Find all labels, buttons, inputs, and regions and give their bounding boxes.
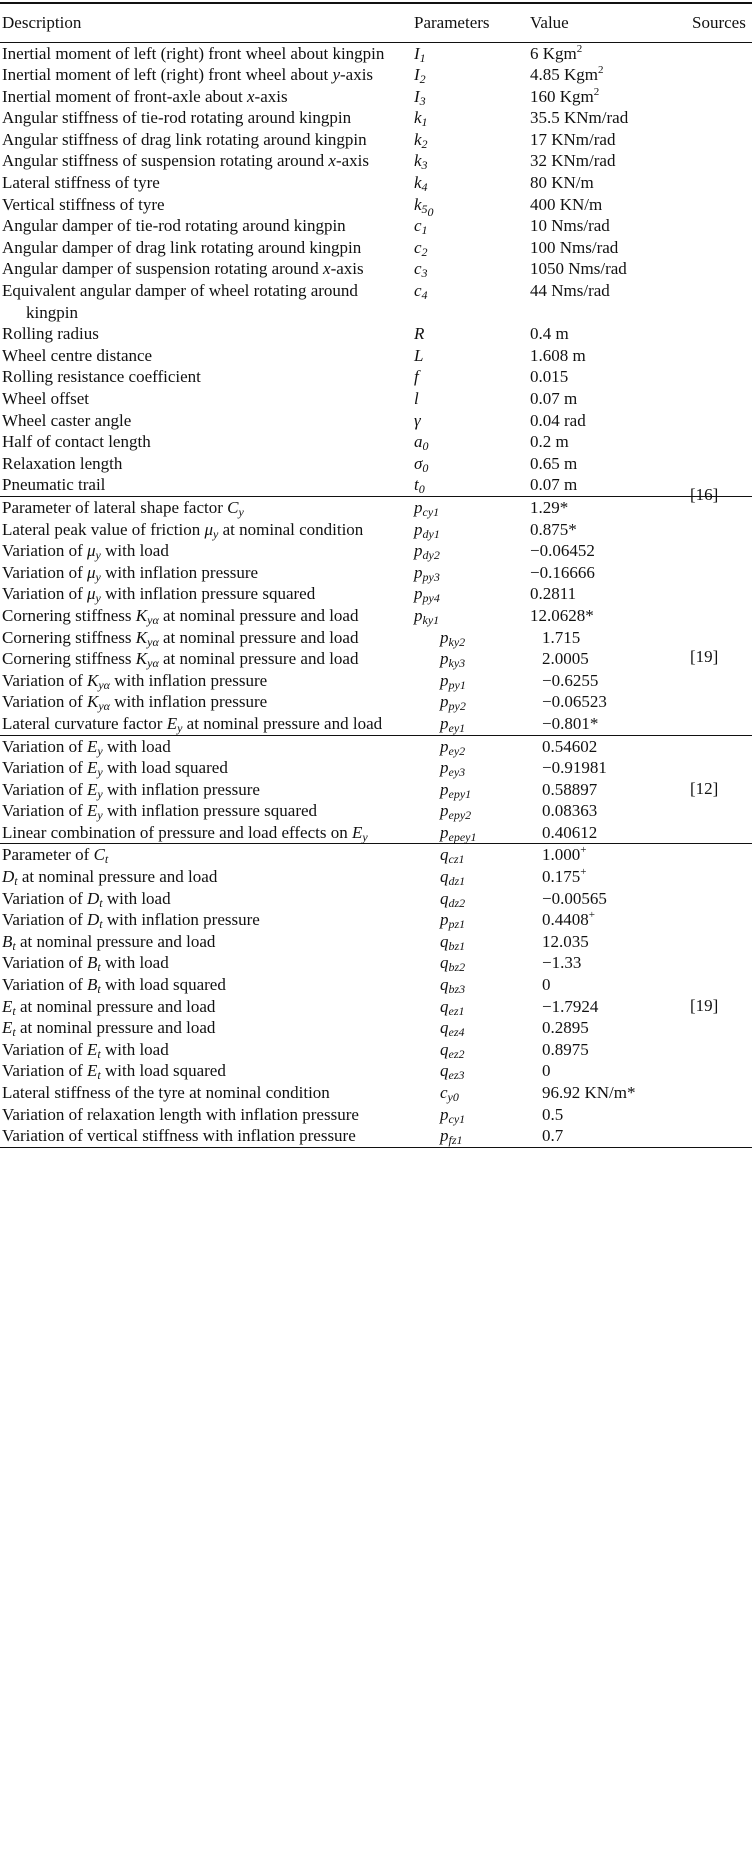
table-row: [0, 410, 752, 432]
row-value: 35.5 KNm/rad: [530, 108, 629, 128]
table-row: [0, 540, 752, 562]
header-description: Description: [2, 12, 82, 32]
row-description: Variation of $B_t$ with load: [2, 953, 169, 975]
row-value: −0.00565: [542, 888, 607, 908]
row-description: Variation of $\mu_y$ with load: [2, 541, 169, 563]
bottom-rule: [0, 1147, 752, 1149]
row-description: Parameter of $C_t$: [2, 845, 109, 867]
row-value: 0.8975: [542, 1039, 589, 1059]
row-value: 0.4 m: [530, 324, 569, 344]
row-parameter: $q_{ez1}$: [440, 996, 465, 1018]
row-description: Angular stiffness of tie-rod rotating around kingpin: [2, 108, 352, 128]
row-parameter: $p_{fz1}$: [440, 1126, 463, 1148]
row-parameter: $q_{ez4}$: [440, 1018, 465, 1040]
row-description: Vertical stiffness of tyre: [2, 194, 165, 214]
row-value: 10 Nms/rad: [530, 216, 610, 236]
row-parameter: $p_{dy2}$: [414, 541, 440, 563]
row-description: Inertial moment of left (right) front wheel about kingpin: [2, 43, 385, 63]
table-row: [0, 150, 752, 172]
row-value: 6 Kgm$^2$: [530, 42, 583, 63]
row-parameter: $q_{bz2}$: [440, 953, 466, 975]
row-parameter: $p_{cy1}$: [440, 1104, 466, 1126]
row-description: $E_t$ at nominal pressure and load: [2, 1018, 216, 1040]
row-value: 0.07 m: [530, 475, 578, 495]
row-value: 0.58897: [542, 779, 598, 799]
row-parameter: $p_{py4}$: [414, 584, 440, 606]
row-parameter: $p_{ky1}$: [414, 605, 440, 627]
row-value: 400 KN/m: [530, 194, 603, 214]
table-row: [0, 866, 752, 888]
row-parameter: R: [414, 324, 425, 344]
table-row: [0, 888, 752, 910]
table-row: [0, 779, 752, 801]
table-row: [0, 453, 752, 475]
row-description: Variation of vertical stiffness with inflation pressure: [2, 1126, 356, 1146]
table-row: [0, 388, 752, 410]
row-value: 0.04 rad: [530, 410, 586, 430]
row-parameter: $p_{dy1}$: [414, 519, 440, 541]
row-value: −0.06523: [542, 692, 607, 712]
row-parameter: l: [414, 389, 419, 408]
table-row: [0, 583, 752, 605]
table-row: [0, 562, 752, 584]
table-row: [0, 366, 752, 388]
row-description: Half of contact length: [2, 432, 151, 452]
row-value: 160 Kgm$^2$: [530, 85, 600, 106]
source-ref: [12]: [690, 778, 719, 798]
row-description: Cornering stiffness $K_{y\alpha}$ at nominal pressure and load: [2, 627, 359, 649]
row-parameter: $p_{py2}$: [440, 692, 466, 714]
table-row: [0, 1082, 752, 1104]
table-row: [0, 107, 752, 129]
source-ref: [16]: [690, 484, 719, 504]
row-description: Pneumatic trail: [2, 475, 106, 495]
row-value: 0.175+: [542, 866, 587, 887]
row-value: 100 Nms/rad: [530, 237, 619, 257]
row-parameter: $c_1$: [414, 216, 428, 238]
row-parameter: $p_{ky2}$: [440, 627, 466, 649]
row-parameter: $k_3$: [414, 151, 428, 173]
source-ref: [19]: [690, 646, 719, 666]
row-description: Lateral stiffness of tyre: [2, 173, 160, 193]
row-value: 0.7: [542, 1126, 564, 1146]
row-parameter: $q_{ez3}$: [440, 1061, 465, 1083]
row-description: Variation of $E_t$ with load squared: [2, 1061, 226, 1083]
table-row: [0, 822, 752, 844]
table-row: [0, 605, 752, 627]
source-ref: [19]: [690, 996, 719, 1016]
row-parameter: $p_{py3}$: [414, 562, 440, 584]
row-value: 1.000+: [542, 844, 587, 865]
row-description: $D_t$ at nominal pressure and load: [2, 867, 218, 889]
row-value: −0.16666: [530, 562, 595, 582]
table-row: [0, 258, 752, 280]
row-parameter: $k_1$: [414, 108, 428, 130]
row-parameter: $q_{ez2}$: [440, 1039, 465, 1061]
table-row: [0, 323, 752, 345]
row-value: 0.2 m: [530, 432, 569, 452]
row-parameter: $k_2$: [414, 129, 428, 151]
row-description: Lateral peak value of friction $\mu_y$ at nominal condition: [2, 519, 364, 541]
row-parameter: $c_3$: [414, 259, 428, 281]
table-row: [0, 1017, 752, 1039]
row-description: Lateral curvature factor $E_y$ at nominal pressure and load: [2, 713, 383, 735]
table-row: [0, 1104, 752, 1126]
row-description: Cornering stiffness $K_{y\alpha}$ at nominal pressure and load: [2, 649, 359, 671]
table-row: [0, 648, 752, 670]
row-value: 0.40612: [542, 822, 598, 842]
row-value: 0.5: [542, 1104, 564, 1124]
table-header: [0, 4, 752, 42]
row-value: 0.4408+: [542, 909, 595, 930]
row-value: −0.06452: [530, 541, 595, 561]
table-row: [0, 280, 752, 323]
row-parameter: $q_{dz2}$: [440, 888, 466, 910]
table-row: [0, 215, 752, 237]
row-value: 12.0628*: [530, 605, 594, 625]
row-value: 0.54602: [542, 736, 598, 756]
table-row: [0, 86, 752, 108]
row-parameter: $k_{5_0}$: [414, 194, 434, 219]
row-description: Variation of $\mu_y$ with inflation pressure squared: [2, 584, 316, 606]
table-row: [0, 627, 752, 649]
header-parameters: Parameters: [414, 12, 490, 32]
row-description: $E_t$ at nominal pressure and load: [2, 996, 216, 1018]
row-parameter: $t_0$: [414, 475, 425, 497]
table-row: [0, 64, 752, 86]
row-description: Variation of $D_t$ with load: [2, 888, 171, 910]
table-row: [0, 713, 752, 735]
row-parameter: $c_4$: [414, 281, 428, 303]
row-description: Variation of $K_{y\alpha}$ with inflation pressure: [2, 670, 268, 692]
table-row: [0, 172, 752, 194]
row-parameter: $I_3$: [414, 86, 426, 108]
row-description: Variation of $E_y$ with inflation pressure squared: [2, 801, 318, 823]
section-vehicle-parameters: [0, 42, 752, 504]
row-parameter: $I_2$: [414, 65, 426, 87]
table-row: [0, 670, 752, 692]
row-description: Variation of $K_{y\alpha}$ with inflation pressure: [2, 692, 268, 714]
row-description: Variation of $E_t$ with load: [2, 1039, 169, 1061]
row-description: Inertial moment of left (right) front wheel about y-axis: [2, 65, 374, 85]
table-row: [0, 43, 752, 65]
row-parameter: L: [414, 345, 424, 365]
row-description: $B_t$ at nominal pressure and load: [2, 931, 216, 953]
row-value: 1.608 m: [530, 345, 586, 365]
row-description: Wheel centre distance: [2, 345, 153, 365]
table-row: [0, 474, 752, 496]
row-value: 1.715: [542, 627, 581, 647]
row-description: Variation of $E_y$ with load squared: [2, 758, 228, 780]
row-value: −0.801*: [542, 713, 599, 733]
row-value: 0.015: [530, 367, 569, 387]
row-value: 44 Nms/rad: [530, 281, 610, 301]
row-parameter: $p_{py1}$: [440, 670, 466, 692]
row-description: Rolling radius: [2, 324, 99, 344]
row-value: 1050 Nms/rad: [530, 259, 627, 279]
row-value: −0.91981: [542, 758, 607, 778]
table-row: [0, 757, 752, 779]
row-parameter: $k_4$: [414, 173, 428, 195]
row-value: 0: [542, 975, 551, 995]
row-value: 2.0005: [542, 649, 589, 669]
table-row: [0, 800, 752, 822]
row-description: Equivalent angular damper of wheel rotating around kingpin: [2, 281, 358, 322]
row-parameter: $p_{cy1}$: [414, 497, 440, 519]
row-value: 0.07 m: [530, 389, 578, 408]
section-curvature-parameters: [0, 736, 752, 844]
row-parameter: $p_{epey1}$: [440, 822, 477, 844]
row-parameter: $p_{ky3}$: [440, 649, 466, 671]
row-parameter: $\sigma_0$: [414, 453, 429, 475]
row-description: Variation of $\mu_y$ with inflation pressure: [2, 562, 259, 584]
row-description: Angular damper of suspension rotating around x-axis: [2, 259, 364, 279]
row-description: Variation of relaxation length with inflation pressure: [2, 1104, 359, 1124]
table-row: [0, 519, 752, 541]
row-description: Angular damper of tie-rod rotating around kingpin: [2, 216, 346, 236]
row-description: Rolling resistance coefficient: [2, 367, 201, 387]
row-description: Variation of $B_t$ with load squared: [2, 975, 226, 997]
table-row: [0, 431, 752, 453]
row-value: 0.65 m: [530, 453, 578, 473]
table-row: [0, 736, 752, 758]
row-value: 0: [542, 1061, 551, 1081]
row-parameter: f: [414, 367, 419, 387]
row-description: Inertial moment of front-axle about x-axis: [2, 86, 288, 106]
row-value: 80 KN/m: [530, 173, 594, 193]
row-description: Angular stiffness of suspension rotating around x-axis: [2, 151, 370, 171]
row-description: Angular damper of drag link rotating around kingpin: [2, 237, 362, 257]
row-value: 0.2895: [542, 1018, 589, 1038]
table-row: [0, 974, 752, 996]
row-parameter: $q_{bz1}$: [440, 931, 466, 953]
section-aligning-parameters: [0, 844, 752, 1146]
table-row: [0, 1125, 752, 1147]
table-row: [0, 844, 752, 866]
row-value: 12.035: [542, 931, 589, 951]
row-parameter: $p_{epy2}$: [440, 801, 472, 823]
table-row: [0, 194, 752, 219]
row-description: Relaxation length: [2, 453, 123, 473]
table-row: [0, 345, 752, 367]
row-value: 32 KNm/rad: [530, 151, 616, 171]
row-description: Cornering stiffness $K_{y\alpha}$ at nominal pressure and load: [2, 605, 359, 627]
row-parameter: $I_1$: [414, 43, 426, 65]
row-parameter: $q_{dz1}$: [440, 867, 466, 889]
section-lateral-parameters: [0, 497, 752, 735]
row-description: Angular stiffness of drag link rotating around kingpin: [2, 129, 367, 149]
table-row: [0, 996, 752, 1018]
table-row: [0, 909, 752, 931]
row-value: −1.33: [542, 953, 582, 973]
row-description: Variation of $E_y$ with load: [2, 736, 171, 758]
table-row: [0, 129, 752, 151]
header-sources: Sources: [692, 12, 746, 32]
table-row: [0, 691, 752, 713]
row-value: 17 KNm/rad: [530, 129, 616, 149]
row-parameter: $p_{ey2}$: [440, 736, 466, 758]
row-value: 4.85 Kgm$^2$: [530, 64, 604, 85]
row-parameter: $q_{cz1}$: [440, 845, 465, 867]
row-parameter: $p_{ey3}$: [440, 758, 466, 780]
row-parameter: $c_2$: [414, 237, 428, 259]
table-row: [0, 497, 752, 519]
table-row: [0, 1039, 752, 1061]
table-row: [0, 1060, 752, 1082]
row-parameter: $p_{pz1}$: [440, 910, 466, 932]
row-value: 0.875*: [530, 519, 577, 539]
row-value: −1.7924: [542, 996, 599, 1016]
row-value: 96.92 KN/m*: [542, 1083, 636, 1102]
row-parameter: $c_{y0}$: [440, 1083, 459, 1104]
row-parameter: $p_{ey1}$: [440, 713, 466, 735]
row-description: Variation of $E_y$ with inflation pressure: [2, 779, 260, 801]
row-value: 0.08363: [542, 801, 598, 821]
row-description: Variation of $D_t$ with inflation pressure: [2, 910, 260, 932]
row-parameter: $a_0$: [414, 432, 429, 454]
row-description: Wheel offset: [2, 389, 90, 408]
row-description: Lateral stiffness of the tyre at nominal condition: [2, 1083, 330, 1102]
row-value: 1.29*: [530, 497, 569, 517]
row-value: 0.2811: [530, 584, 577, 604]
row-parameter: γ: [414, 410, 421, 430]
row-description: Linear combination of pressure and load effects on $E_y$: [2, 822, 368, 844]
header-value: Value: [530, 12, 569, 32]
row-value: −0.6255: [542, 670, 599, 690]
row-parameter: $p_{epy1}$: [440, 779, 472, 801]
table-row: [0, 931, 752, 953]
row-description: Parameter of lateral shape factor $C_y$: [2, 497, 244, 519]
table-row: [0, 952, 752, 974]
table-row: [0, 237, 752, 259]
row-description: Wheel caster angle: [2, 410, 132, 430]
row-parameter: $q_{bz3}$: [440, 975, 466, 997]
